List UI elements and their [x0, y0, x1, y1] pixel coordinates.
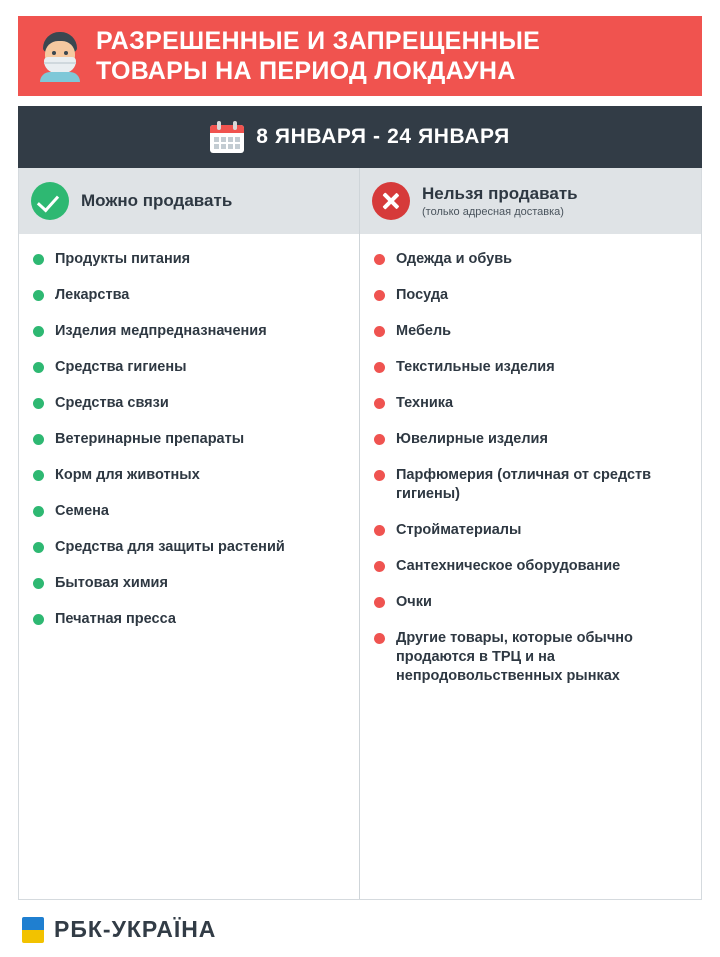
list-item — [33, 610, 345, 629]
bullet-dot-icon — [374, 398, 385, 409]
list-item-label: Мебель — [396, 323, 452, 339]
list-item-label: Техника — [396, 395, 454, 411]
allowed-column — [19, 168, 360, 899]
page-title — [96, 26, 540, 86]
page-title-line-1: РАЗРЕШЕННЫЕ И ЗАПРЕЩЕННЫЕ — [96, 27, 541, 55]
list-item-label: Бытовая химия — [55, 575, 168, 591]
list-item-label: Другие товары, которые обычно продаются в ТРЦ и на непродовольственных рынках — [396, 630, 633, 684]
bullet-dot-icon — [374, 561, 385, 572]
comparison-columns — [18, 168, 702, 900]
forbidden-list — [360, 234, 701, 721]
bullet-dot-icon — [33, 578, 44, 589]
list-item-label: Лекарства — [55, 287, 130, 303]
forbidden-title: Нельзя продавать — [422, 184, 578, 203]
calendar-icon — [210, 121, 244, 153]
list-item — [374, 629, 687, 686]
list-item — [33, 394, 345, 413]
bullet-dot-icon — [33, 326, 44, 337]
poster-footer — [18, 900, 702, 957]
list-item — [374, 322, 687, 341]
list-item-label: Средства для защиты растений — [55, 539, 285, 555]
poster-header — [18, 16, 702, 96]
list-item-label: Корм для животных — [55, 467, 200, 483]
allowed-column-header — [19, 168, 359, 234]
allowed-list — [19, 234, 359, 664]
forbidden-column — [360, 168, 701, 899]
list-item — [374, 521, 687, 540]
list-item-label: Средства связи — [55, 395, 169, 411]
bullet-dot-icon — [33, 398, 44, 409]
check-circle-icon — [31, 182, 69, 220]
list-item — [33, 286, 345, 305]
list-item — [33, 250, 345, 269]
list-item-label: Очки — [396, 594, 432, 610]
list-item — [374, 466, 687, 504]
bullet-dot-icon — [33, 542, 44, 553]
list-item-label: Ювелирные изделия — [396, 431, 548, 447]
forbidden-column-header — [360, 168, 701, 234]
list-item-label: Посуда — [396, 287, 449, 303]
bullet-dot-icon — [374, 362, 385, 373]
list-item-label: Семена — [55, 503, 109, 519]
bullet-dot-icon — [374, 290, 385, 301]
list-item — [374, 286, 687, 305]
list-item — [374, 358, 687, 377]
bullet-dot-icon — [374, 470, 385, 481]
forbidden-subtitle: (только адресная доставка) — [422, 206, 564, 218]
bullet-dot-icon — [374, 525, 385, 536]
bullet-dot-icon — [33, 614, 44, 625]
bullet-dot-icon — [33, 290, 44, 301]
allowed-title: Можно продавать — [81, 191, 233, 210]
list-item — [374, 430, 687, 449]
bullet-dot-icon — [33, 506, 44, 517]
list-item-label: Ветеринарные препараты — [55, 431, 245, 447]
list-item-label: Стройматериалы — [396, 522, 522, 538]
list-item — [374, 394, 687, 413]
list-item — [374, 250, 687, 269]
bullet-dot-icon — [33, 434, 44, 445]
bullet-dot-icon — [33, 362, 44, 373]
list-item — [33, 538, 345, 557]
list-item — [33, 430, 345, 449]
list-item-label: Парфюмерия (отличная от средств гигиены) — [396, 467, 652, 502]
bullet-dot-icon — [374, 326, 385, 337]
masked-person-icon — [32, 28, 88, 84]
cross-circle-icon — [372, 182, 410, 220]
list-item-label: Одежда и обувь — [396, 251, 513, 267]
list-item-label: Текстильные изделия — [396, 359, 555, 375]
brand-name: РБК-УКРАЇНА — [54, 916, 217, 942]
list-item — [374, 593, 687, 612]
bullet-dot-icon — [374, 434, 385, 445]
list-item — [374, 557, 687, 576]
list-item-label: Сантехническое оборудование — [396, 558, 621, 574]
bullet-dot-icon — [33, 470, 44, 481]
list-item — [33, 502, 345, 521]
list-item — [33, 466, 345, 485]
bullet-dot-icon — [374, 597, 385, 608]
ukraine-flag-icon — [22, 917, 44, 943]
list-item-label: Продукты питания — [55, 251, 191, 267]
date-range-text: 8 ЯНВАРЯ - 24 ЯНВАРЯ — [256, 125, 510, 148]
date-range-bar — [18, 106, 702, 168]
list-item-label: Печатная пресса — [55, 611, 176, 627]
list-item — [33, 574, 345, 593]
list-item-label: Средства гигиены — [55, 359, 187, 375]
bullet-dot-icon — [33, 254, 44, 265]
page-title-line-2: ТОВАРЫ НА ПЕРИОД ЛОКДАУНА — [96, 57, 516, 85]
bullet-dot-icon — [374, 254, 385, 265]
list-item — [33, 322, 345, 341]
list-item — [33, 358, 345, 377]
bullet-dot-icon — [374, 633, 385, 644]
list-item-label: Изделия медпредназначения — [55, 323, 267, 339]
